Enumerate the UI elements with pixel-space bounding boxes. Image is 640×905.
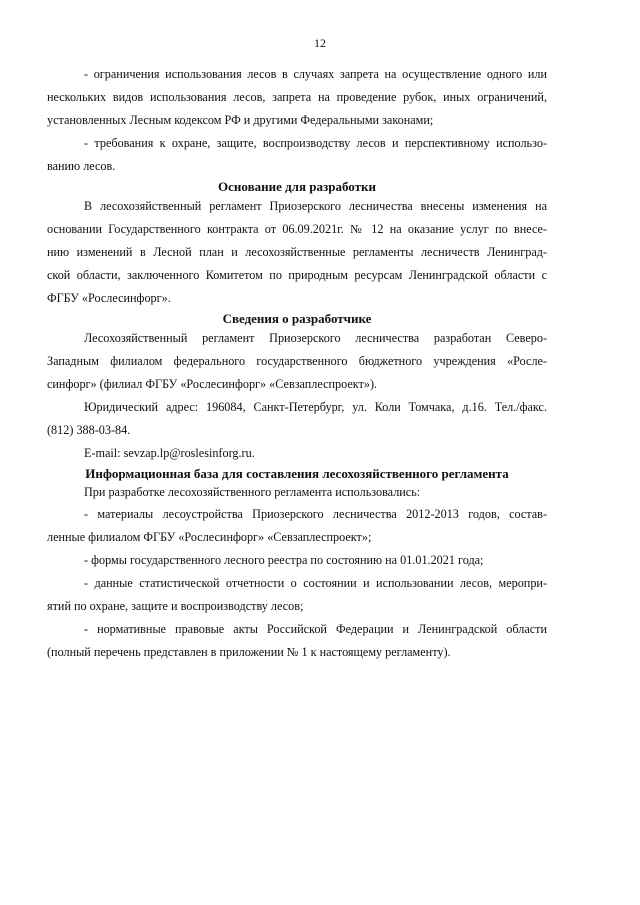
text-line: синфорг» (филиал ФГБУ «Рослесинфорг» «Севзаплеспроект»). [47, 377, 378, 391]
section-heading: Информационная база для составления лесохозяйственного регламента [85, 466, 509, 481]
section-intro [47, 63, 547, 178]
text-line: - нормативные правовые акты Российской Федерации и Ленинградской области [84, 622, 547, 636]
text-line: Лесохозяйственный регламент Приозерского лесничества разработан Северо- [84, 331, 547, 345]
text-line: основании Государственного контракта от 06.09.2021г. № 12 на оказание услуг по внесе- [47, 222, 547, 236]
text-line: ФГБУ «Рослесинфорг». [47, 291, 171, 305]
text-line: Западным филиалом федерального государственного бюджетного учреждения «Росле- [47, 354, 547, 368]
text-line: Юридический адрес: 196084, Санкт-Петербург, ул. Коли Томчака, д.16. Тел./факс. [84, 400, 547, 414]
text-line: ванию лесов. [47, 159, 116, 173]
paragraph [47, 396, 547, 442]
text-line: - материалы лесоустройства Приозерского лесничества 2012-2013 годов, состав- [84, 507, 547, 521]
text-line: - требования к охране, защите, воспроизводству лесов и перспективному использо- [84, 136, 547, 150]
section-heading: Сведения о разработчике [222, 311, 372, 326]
section-info-base [47, 465, 547, 664]
text-line: ской области, заключенного Комитетом по природным ресурсам Ленинградской области с [47, 268, 547, 282]
text-line: (полный перечень представлен в приложении № 1 к настоящему регламенту). [47, 645, 451, 659]
text-line: - формы государственного лесного реестра по состоянию на 01.01.2021 года; [84, 553, 484, 567]
text-line: ятий по охране, защите и воспроизводству лесов; [47, 599, 304, 613]
paragraph [47, 482, 547, 503]
text-line: - данные статистической отчетности о состоянии и использовании лесов, меропри- [84, 576, 547, 590]
text-line: E-mail: sevzap.lp@roslesinforg.ru. [84, 446, 255, 460]
document-body [47, 63, 547, 664]
paragraph [47, 442, 547, 465]
paragraph [47, 327, 547, 396]
paragraph [47, 195, 547, 310]
text-line: ленные филиалом ФГБУ «Рослесинфорг» «Севзаплеспроект»; [47, 530, 372, 544]
text-line: (812) 388-03-84. [47, 423, 131, 437]
paragraph [47, 618, 547, 664]
text-line: нескольких видов использования лесов, запрета на проведение рубок, иных ограничений, [47, 90, 547, 104]
text-line: В лесохозяйственный регламент Приозерского лесничества внесены изменения на [84, 199, 547, 213]
section-basis [47, 178, 547, 310]
paragraph [47, 503, 547, 549]
paragraph [47, 132, 547, 178]
text-line: При разработке лесохозяйственного регламента использовались: [84, 485, 421, 499]
paragraph [47, 63, 547, 132]
paragraph [47, 572, 547, 618]
text-line: нию изменений в Лесной план и лесохозяйственные регламенты лесничеств Ленинград- [47, 245, 547, 259]
text-line: установленных Лесным кодексом РФ и другими Федеральными законами; [47, 113, 434, 127]
paragraph [47, 549, 547, 572]
page-number: 12 [314, 36, 326, 50]
section-heading: Основание для разработки [218, 179, 376, 194]
section-developer [47, 310, 547, 465]
text-line: - ограничения использования лесов в случаях запрета на осуществление одного или [84, 67, 547, 81]
